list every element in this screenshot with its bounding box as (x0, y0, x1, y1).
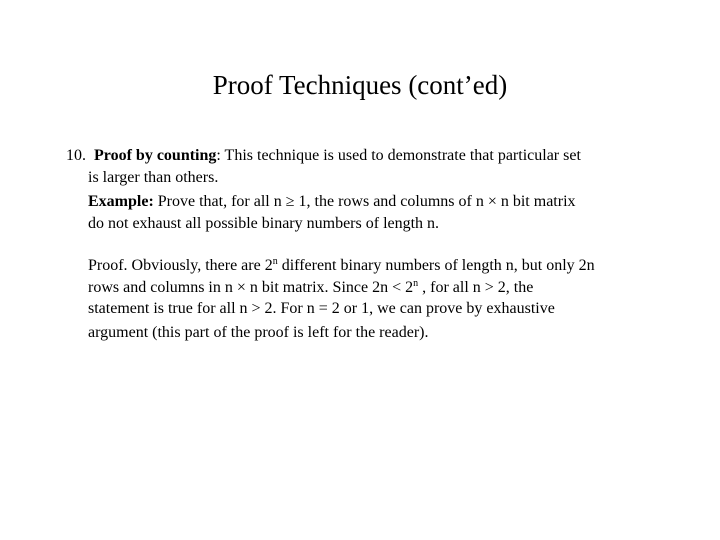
proof-exponent-2: n (413, 278, 419, 289)
example-text-line-1: Prove that, for all n ≥ 1, the rows and columns of n × n bit matrix (153, 193, 576, 210)
proof-line-2 (88, 278, 533, 298)
proof-line-4 (88, 323, 428, 343)
proof-line-1-a: Proof. Obviously, there are 2 (88, 257, 273, 274)
proof-line-3-text: statement is true for all n > 2. For n = 2 or 1, we can prove by exhaustive (88, 300, 555, 317)
proof-line-1 (88, 256, 595, 276)
proof-line-3 (88, 299, 555, 319)
item-number: 10. (66, 147, 86, 164)
example-text-line-2: do not exhaust all possible binary numbers of length n. (88, 215, 440, 232)
example-label: Example: (88, 193, 154, 210)
item-line-1 (66, 146, 581, 166)
example-line-1 (88, 192, 576, 212)
item-heading: Proof by counting (94, 147, 217, 164)
example-line-2 (88, 214, 439, 234)
proof-line-1-b: different binary numbers of length n, but only 2n (277, 257, 595, 274)
proof-line-2-a: rows and columns in n × n bit matrix. Since 2n < 2 (88, 279, 414, 296)
page-title: Proof Techniques (cont’ed) (212, 70, 508, 100)
proof-line-4-text: argument (this part of the proof is left for the reader). (88, 324, 429, 341)
proof-line-2-b: , for all n > 2, the (418, 279, 534, 296)
item-intro-line-1: : This technique is used to demonstrate that particular set (216, 147, 581, 164)
item-line-2 (88, 168, 218, 188)
proof-exponent-1: n (272, 256, 278, 267)
item-intro-line-2: is larger than others. (88, 169, 219, 186)
